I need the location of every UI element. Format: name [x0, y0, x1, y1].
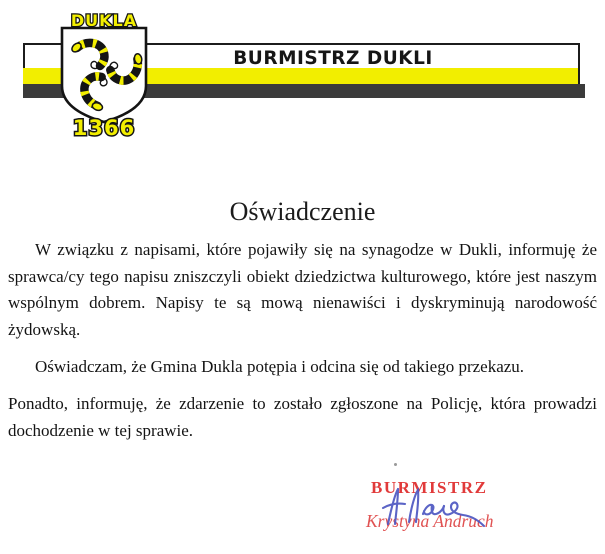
scan-artifact-dot [394, 463, 397, 466]
statement-title: Oświadczenie [229, 197, 376, 226]
letterhead-title: BURMISTRZ DUKLI [233, 48, 433, 69]
statement-paragraph: Ponadto, informuję, że zdarzenie to zostało zgłoszone na Policję, która prowadzi dochodzenie w tej sprawie. [8, 393, 597, 440]
statement-paragraph: Oświadczam, że Gmina Dukla potępia i odcina się od takiego przekazu. [35, 356, 525, 376]
dukla-coat-of-arms [50, 6, 160, 140]
logo-year-label: 1366 [72, 116, 136, 140]
statement-paragraph: W związku z napisami, które pojawiły się na synagodze w Dukli, informuję że sprawca/cy tego napisu zniszczyli obiekt dziedzictwa kulturowego, które jest naszym wspólnym dobrem. Napisy te są mową nienawiści i dyskryminują narodowość żydowską. [8, 240, 597, 339]
statement-body [8, 237, 597, 455]
logo-town-label: DUKLA [70, 11, 138, 30]
signature-role-stamp: BURMISTRZ [371, 478, 488, 497]
handwritten-signature-ink [378, 484, 488, 530]
signature-name: Krystyna Andruch [366, 511, 494, 531]
